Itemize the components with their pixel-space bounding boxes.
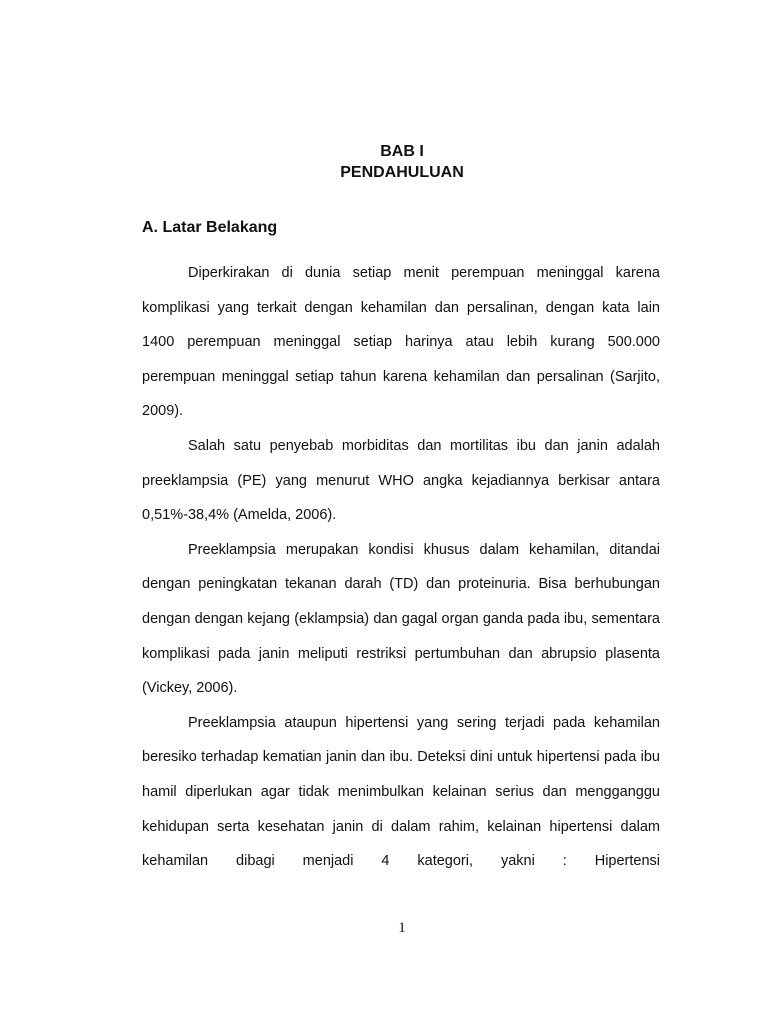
chapter-number: BAB I [380,143,424,160]
paragraph-2: Salah satu penyebab morbiditas dan mortilitas ibu dan janin adalah preeklampsia (PE) yang menurut WHO angka kejadiannya berkisar antara 0,51%-38,4% (Amelda, 2006). [142,437,660,524]
paragraph-1: Diperkirakan di dunia setiap menit perempuan meninggal karena komplikasi yang terkait dengan kehamilan dan persalinan, dengan kata lain 1400 perempuan meninggal setiap harinya atau lebih kurang 500.000 perempuan meninggal setiap tahun karena kehamilan dan persalinan (Sarjito, 2009). [142,265,660,420]
page-number: 1 [398,920,406,936]
body-text [142,256,660,879]
chapter-title: PENDAHULUAN [340,164,464,181]
paragraph-3: Preeklampsia merupakan kondisi khusus dalam kehamilan, ditandai dengan peningkatan tekanan darah (TD) dan proteinuria. Bisa berhubungan dengan dengan kejang (eklampsia) dan gagal organ ganda pada ibu, sementara komplikasi pada janin meliputi restriksi pertumbuhan dan abrupsio plasenta (Vickey, 2006). [142,541,660,697]
section-heading: A. Latar Belakang [142,219,278,236]
paragraph-4: Preeklampsia ataupun hipertensi yang sering terjadi pada kehamilan beresiko terhadap kematian janin dan ibu. Deteksi dini untuk hipertensi pada ibu hamil diperlukan agar tidak menimbulkan kelainan serius dan mengganggu kehidupan serta kesehatan janin di dalam rahim, kelainan hipertensi dalam kehamilan dibagi menjadi 4 kategori, yakni : Hipertensi [142,714,660,870]
